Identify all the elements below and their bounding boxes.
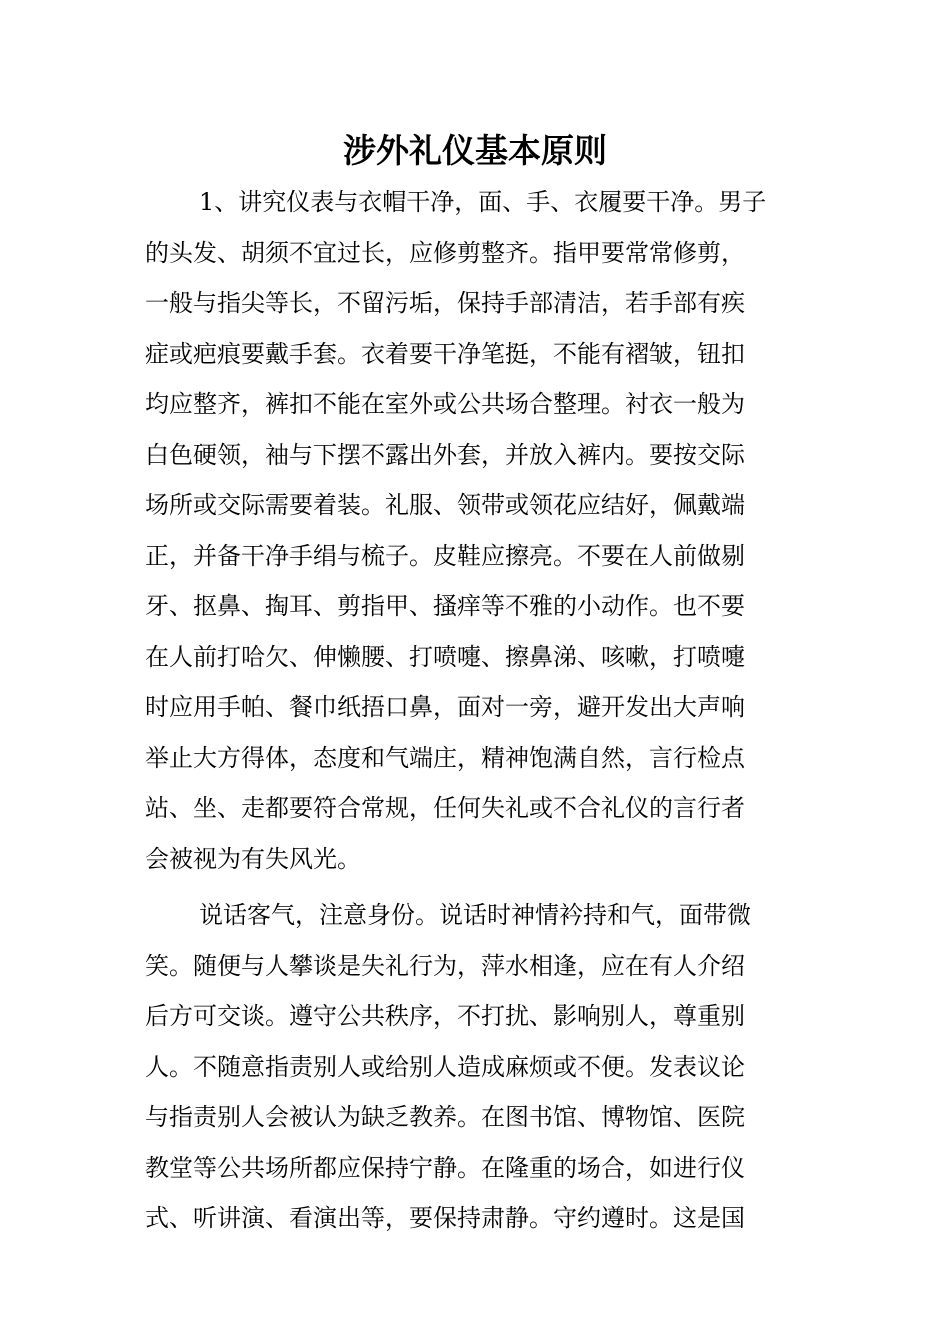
paragraph-line: 在人前打哈欠、伸懒腰、打喷嚏、擦鼻涕、咳嗽，打喷嚏 bbox=[145, 642, 745, 671]
paragraph-line: 人。不随意指责别人或给别人造成麻烦或不便。发表议论 bbox=[145, 1052, 745, 1081]
paragraph-line: 一般与指尖等长，不留污垢，保持手部清洁，若手部有疾 bbox=[145, 289, 745, 317]
paragraph-line: 式、听讲演、看演出等，要保持肃静。守约遵时。这是国 bbox=[145, 1204, 745, 1232]
paragraph-line: 症或疤痕要戴手套。衣着要干净笔挺，不能有褶皱，钮扣 bbox=[145, 339, 745, 368]
paragraph-line: 与指责别人会被认为缺乏教养。在图书馆、博物馆、医院 bbox=[145, 1103, 745, 1131]
paragraph-line: 举止大方得体，态度和气端庄，精神饱满自然，言行检点 bbox=[145, 743, 745, 772]
paragraph-line: 正，并备干净手绢与梳子。皮鞋应擦亮。不要在人前做剔 bbox=[145, 541, 745, 570]
document-title: 涉外礼仪基本原则 bbox=[343, 131, 607, 170]
paragraph-line: 均应整齐，裤扣不能在室外或公共场合整理。衬衣一般为 bbox=[145, 390, 745, 418]
paragraph-line: 会被视为有失风光。 bbox=[145, 844, 361, 873]
paragraph-line: 牙、抠鼻、掏耳、剪指甲、搔痒等不雅的小动作。也不要 bbox=[145, 592, 745, 620]
document-body bbox=[145, 177, 810, 1244]
paragraph-line: 时应用手帕、餐巾纸捂口鼻，面对一旁，避开发出大声响 bbox=[145, 693, 745, 721]
paragraph-line: 笑。随便与人攀谈是失礼行为，萍水相逢，应在有人介绍 bbox=[145, 951, 745, 980]
paragraph-line: 白色硬领，袖与下摆不露出外套，并放入裤内。要按交际 bbox=[145, 440, 745, 469]
paragraph-line: 后方可交谈。遵守公共秩序，不打扰、影响别人，尊重别 bbox=[145, 1002, 745, 1030]
paragraph-line: 场所或交际需要着装。礼服、领带或领花应结好，佩戴端 bbox=[145, 491, 745, 519]
paragraph-line: 教堂等公共场所都应保持宁静。在隆重的场合，如进行仪 bbox=[145, 1153, 745, 1182]
paragraph-line: 1、讲究仪表与衣帽干净，面、手、衣履要干净。男子 bbox=[199, 188, 767, 216]
paragraph-line: 说话客气，注意身份。说话时神情衿持和气，面带微 bbox=[199, 901, 751, 929]
paragraph-line: 站、坐、走都要符合常规，任何失礼或不合礼仪的言行者 bbox=[145, 794, 745, 822]
paragraph-line: 的头发、胡须不宜过长，应修剪整齐。指甲要常常修剪， bbox=[145, 238, 745, 267]
